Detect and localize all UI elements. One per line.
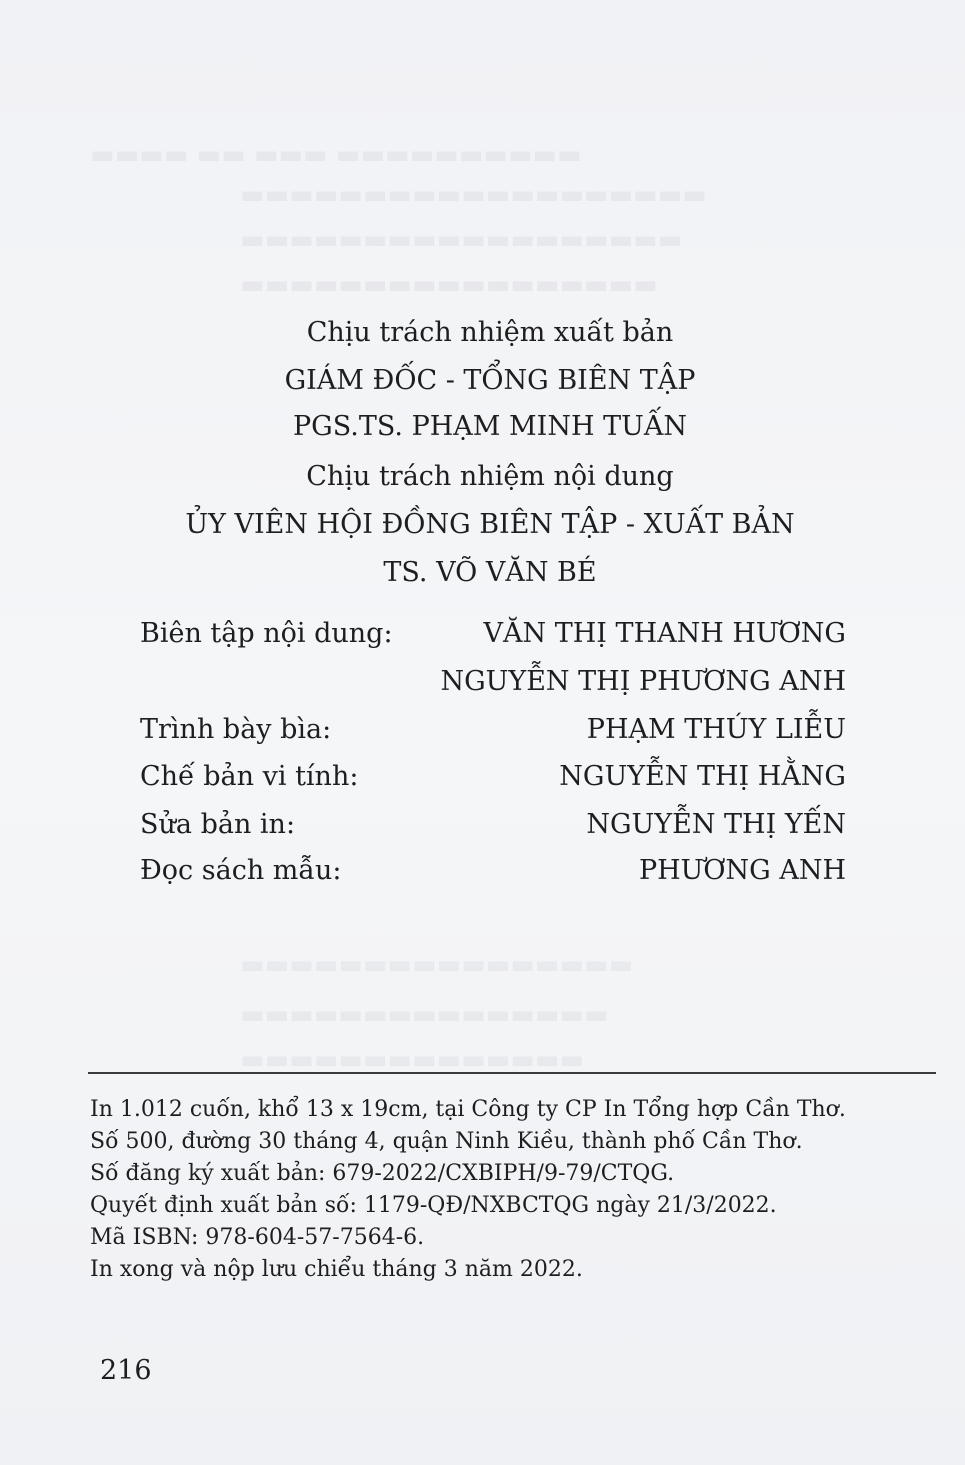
staff-row [140,614,846,654]
staff-row [140,757,846,797]
staff-role: Biên tập nội dung: [140,618,393,649]
show-through-texture: ▬▬▬▬ ▬▬ ▬▬▬ ▬▬▬▬▬▬▬▬▬▬ [90,140,582,170]
show-through-texture: ▬▬▬▬▬▬▬▬▬▬▬▬▬▬▬ [240,1000,609,1030]
imprint-line: In 1.012 cuốn, khổ 13 x 19cm, tại Công ty CP In Tổng hợp Cần Thơ. [90,1097,846,1122]
content-responsibility-label: Chịu trách nhiệm nội dung [306,461,674,492]
imprint-line: In xong và nộp lưu chiểu tháng 3 năm 2022. [90,1257,583,1282]
imprint-info [90,1094,930,1286]
imprint-line: Số đăng ký xuất bản: 679-2022/CXBIPH/9-79/CTQG. [90,1161,675,1186]
staff-role: Đọc sách mẫu: [140,855,342,886]
staff-name: PHƯƠNG ANH [638,855,846,886]
page-number: 216 [100,1355,152,1386]
imprint-line: Quyết định xuất bản số: 1179-QĐ/NXBCTQG ngày 21/3/2022. [90,1193,777,1218]
staff-row [140,805,846,845]
imprint-line: Mã ISBN: 978-604-57-7564-6. [90,1225,425,1250]
staff-name: PHẠM THÚY LIỄU [586,714,846,745]
director-name: PGS.TS. PHẠM MINH TUẤN [293,411,687,442]
show-through-texture: ▬▬▬▬▬▬▬▬▬▬▬▬▬▬▬▬▬▬▬ [240,180,707,210]
staff-name: VĂN THỊ THANH HƯƠNG [483,618,846,649]
board-title: ỦY VIÊN HỘI ĐỒNG BIÊN TẬP - XUẤT BẢN [185,509,795,540]
show-through-texture: ▬▬▬▬▬▬▬▬▬▬▬▬▬▬▬▬ [240,950,634,980]
staff-role: Trình bày bìa: [140,714,332,745]
staff-row [140,710,846,750]
publishing-responsibility-label: Chịu trách nhiệm xuất bản [306,317,674,348]
section-divider [88,1072,936,1074]
staff-name: NGUYỄN THỊ YẾN [586,809,846,840]
staff-row [140,851,846,891]
show-through-texture: ▬▬▬▬▬▬▬▬▬▬▬▬▬▬▬▬▬ [240,270,658,300]
staff-row [140,662,846,702]
board-member-name: TS. VÕ VĂN BÉ [383,557,597,588]
staff-name: NGUYỄN THỊ HẰNG [559,761,846,792]
staff-role: Chế bản vi tính: [140,761,359,792]
staff-role: Sửa bản in: [140,809,296,840]
imprint-line: Số 500, đường 30 tháng 4, quận Ninh Kiều, thành phố Cần Thơ. [90,1129,803,1154]
show-through-texture: ▬▬▬▬▬▬▬▬▬▬▬▬▬▬▬▬▬▬ [240,225,683,255]
staff-name: NGUYỄN THỊ PHƯƠNG ANH [440,666,846,697]
show-through-texture: ▬▬▬▬▬▬▬▬▬▬▬▬▬▬ [240,1045,584,1075]
director-title: GIÁM ĐỐC - TỔNG BIÊN TẬP [284,365,696,396]
